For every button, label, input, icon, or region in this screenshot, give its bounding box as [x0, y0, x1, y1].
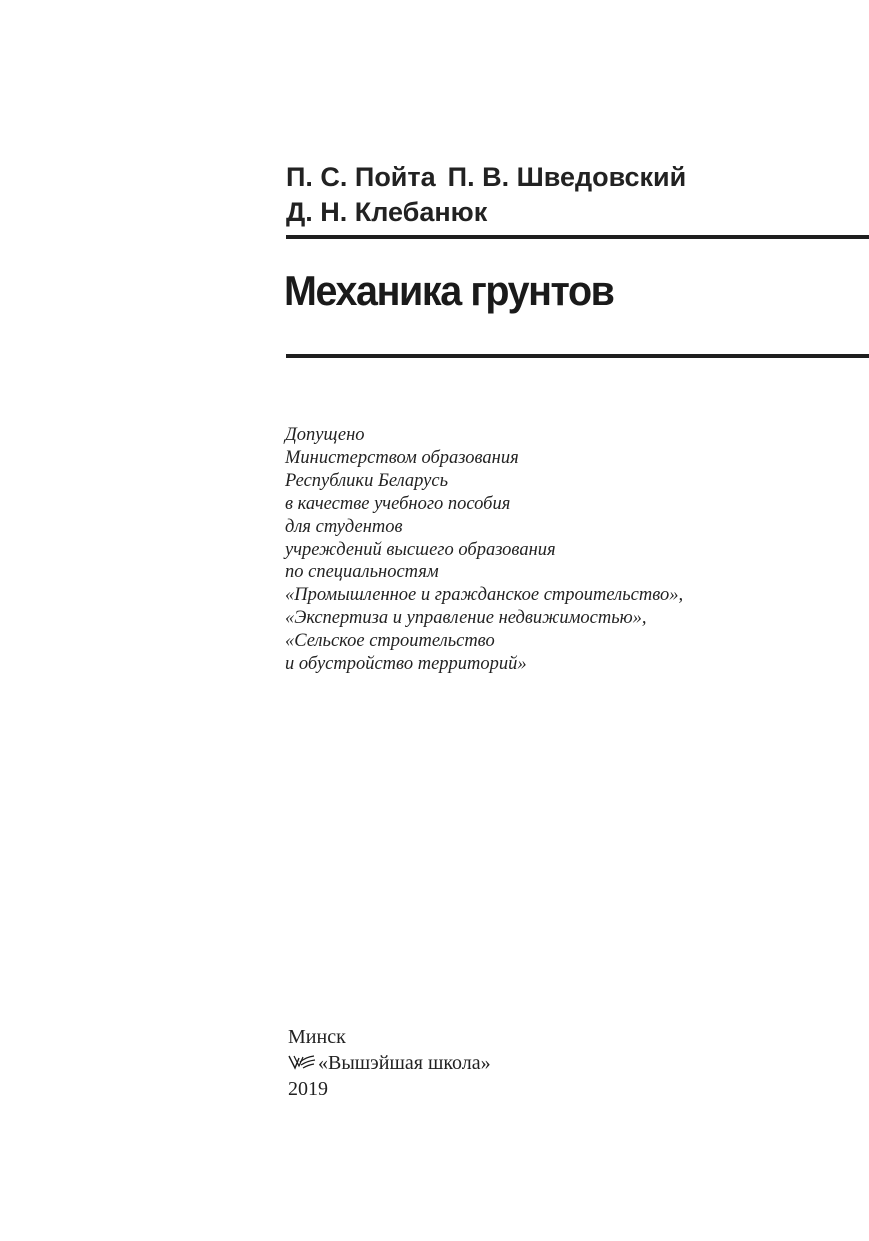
approval-line: для студентов	[285, 516, 403, 537]
imprint-year: 2019	[288, 1078, 328, 1100]
publisher-logo-icon	[288, 1054, 316, 1070]
imprint-city: Минск	[288, 1026, 346, 1048]
author-name: П. В. Шведовский	[447, 162, 687, 192]
imprint-block	[288, 1024, 491, 1102]
approval-line: учреждений высшего образования	[285, 539, 556, 560]
imprint-publisher-line	[288, 1050, 491, 1076]
author-name: Д. Н. Клебанюк	[286, 197, 488, 227]
approval-line: Министерством образования	[285, 447, 519, 468]
book-title: Механика грунтов	[284, 267, 614, 314]
approval-line: Республики Беларусь	[285, 470, 449, 491]
title-bottom-rule	[286, 354, 869, 358]
approval-line: «Сельское строительство	[285, 631, 495, 652]
title-top-rule	[286, 235, 869, 239]
author-name: П. С. Пойта	[286, 162, 436, 192]
approval-line: по специальностям	[285, 562, 439, 583]
imprint-publisher: «Вышэйшая школа»	[318, 1052, 491, 1074]
approval-line: и обустройство территорий»	[285, 654, 527, 675]
approval-line: Допущено	[285, 425, 365, 445]
approval-line: «Экспертиза и управление недвижимостью»,	[285, 608, 647, 629]
approval-line: в качестве учебного пособия	[285, 493, 511, 514]
author-line-1	[286, 160, 686, 195]
author-line-2	[286, 195, 686, 230]
author-block	[286, 160, 686, 230]
approval-statement	[285, 424, 683, 676]
approval-line: «Промышленное и гражданское строительство»,	[285, 585, 684, 606]
